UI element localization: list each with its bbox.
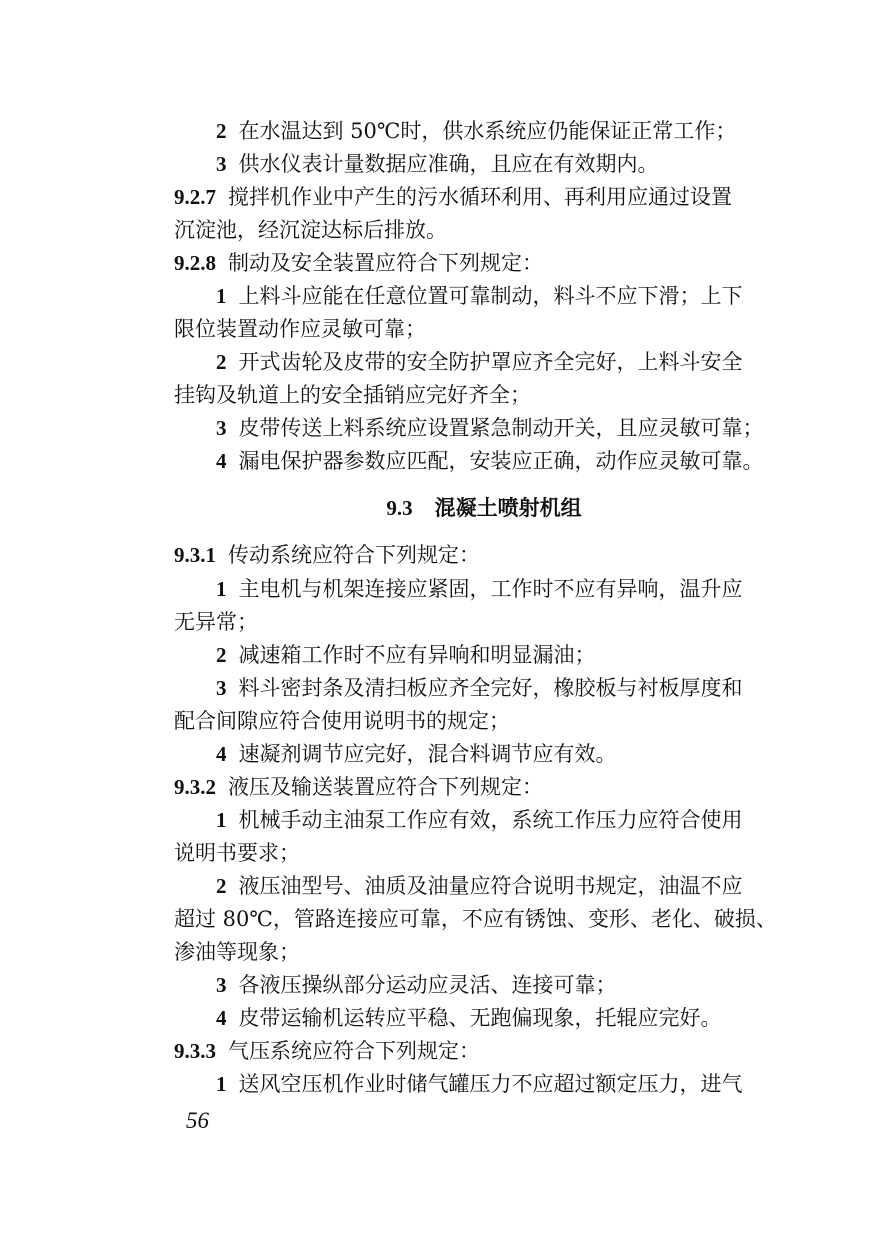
line-text: 配合间隙应符合使用说明书的规定； <box>174 709 510 733</box>
item-text: 机械手动主油泵工作应有效，系统工作压力应符合使用 <box>238 808 743 832</box>
clause-number: 9.3.1 <box>174 543 216 567</box>
clause-number: 9.3.2 <box>174 775 216 799</box>
line-text: 超过 80℃，管路连接应可靠，不应有锈蚀、变形、老化、破损、 <box>174 907 777 931</box>
list-item <box>216 279 794 313</box>
continuation-line <box>174 902 794 936</box>
item-number: 3 <box>216 416 227 440</box>
item-number: 3 <box>216 973 227 997</box>
clause-text: 搅拌机作业中产生的污水循环利用、再利用应通过设置 <box>228 185 732 209</box>
list-item <box>216 803 794 837</box>
item-number: 4 <box>216 449 227 473</box>
line-text: 限位装置动作应灵敏可靠； <box>174 317 426 341</box>
item-text: 速凝剂调节应完好，混合料调节应有效。 <box>238 742 617 766</box>
clause-text: 液压及输送装置应符合下列规定： <box>228 775 543 799</box>
item-text: 供水仪表计量数据应准确，且应在有效期内。 <box>238 152 659 176</box>
line-text: 挂钩及轨道上的安全插销应完好齐全； <box>174 383 531 407</box>
list-item <box>216 1001 794 1035</box>
clause-text: 传动系统应符合下列规定： <box>228 543 480 567</box>
list-item <box>216 345 794 379</box>
item-text: 料斗密封条及清扫板应齐全完好，橡胶板与衬板厚度和 <box>238 676 743 700</box>
item-number: 1 <box>216 284 227 308</box>
section-number: 9.3 <box>386 496 413 520</box>
item-text: 上料斗应能在任意位置可靠制动，料斗不应下滑；上下 <box>238 284 743 308</box>
continuation-line <box>174 213 794 247</box>
section-title: 混凝土喷射机组 <box>434 495 582 520</box>
item-number: 2 <box>216 643 227 667</box>
item-number: 3 <box>216 152 227 176</box>
line-text: 沉淀池，经沉淀达标后排放。 <box>174 218 447 242</box>
item-number: 3 <box>216 676 227 700</box>
continuation-line <box>174 935 794 969</box>
clause-line <box>174 770 794 804</box>
item-text: 液压油型号、油质及油量应符合说明书规定，油温不应 <box>238 874 743 898</box>
item-number: 1 <box>216 808 227 832</box>
clause-line <box>174 538 794 572</box>
clause-text: 制动及安全装置应符合下列规定： <box>228 251 543 275</box>
item-text: 皮带传送上料系统应设置紧急制动开关，且应灵敏可靠； <box>238 416 764 440</box>
item-number: 4 <box>216 1006 227 1030</box>
list-item <box>216 869 794 903</box>
item-text: 皮带运输机运转应平稳、无跑偏现象，托辊应完好。 <box>238 1006 722 1030</box>
continuation-line <box>174 704 794 738</box>
list-item <box>216 968 794 1002</box>
continuation-line <box>174 312 794 346</box>
list-item <box>216 411 794 445</box>
item-number: 2 <box>216 874 227 898</box>
clause-line <box>174 180 794 214</box>
item-text: 主电机与机架连接应紧固，工作时不应有异响，温升应 <box>238 577 743 601</box>
line-text: 说明书要求； <box>174 841 300 865</box>
continuation-line <box>174 605 794 639</box>
item-text: 开式齿轮及皮带的安全防护罩应齐全完好，上料斗安全 <box>238 350 743 374</box>
item-text: 各液压操纵部分运动应灵活、连接可靠； <box>238 973 617 997</box>
list-item <box>216 572 794 606</box>
item-text: 在水温达到 50℃时，供水系统应仍能保证正常工作； <box>238 119 737 143</box>
list-item <box>216 1067 794 1101</box>
clause-number: 9.2.7 <box>174 185 216 209</box>
clause-line <box>174 1034 794 1068</box>
item-number: 1 <box>216 577 227 601</box>
clause-number: 9.2.8 <box>174 251 216 275</box>
item-text: 减速箱工作时不应有异响和明显漏油； <box>238 643 596 667</box>
item-number: 2 <box>216 119 227 143</box>
page-number: 56 <box>186 1108 209 1133</box>
clause-text: 气压系统应符合下列规定： <box>228 1039 480 1063</box>
list-item <box>216 147 794 181</box>
list-item <box>216 737 794 771</box>
list-item <box>216 671 794 705</box>
list-item <box>216 114 794 148</box>
item-number: 1 <box>216 1072 227 1096</box>
item-text: 漏电保护器参数应匹配，安装应正确，动作应灵敏可靠。 <box>238 449 764 473</box>
continuation-line <box>174 378 794 412</box>
item-number: 2 <box>216 350 227 374</box>
list-item <box>216 638 794 672</box>
item-number: 4 <box>216 742 227 766</box>
continuation-line <box>174 836 794 870</box>
list-item <box>216 444 794 478</box>
section-heading <box>174 491 794 525</box>
line-text: 无异常； <box>174 610 258 634</box>
item-text: 送风空压机作业时储气罐压力不应超过额定压力，进气 <box>238 1072 743 1096</box>
line-text: 渗油等现象； <box>174 940 300 964</box>
clause-line <box>174 246 794 280</box>
clause-number: 9.3.3 <box>174 1039 216 1063</box>
